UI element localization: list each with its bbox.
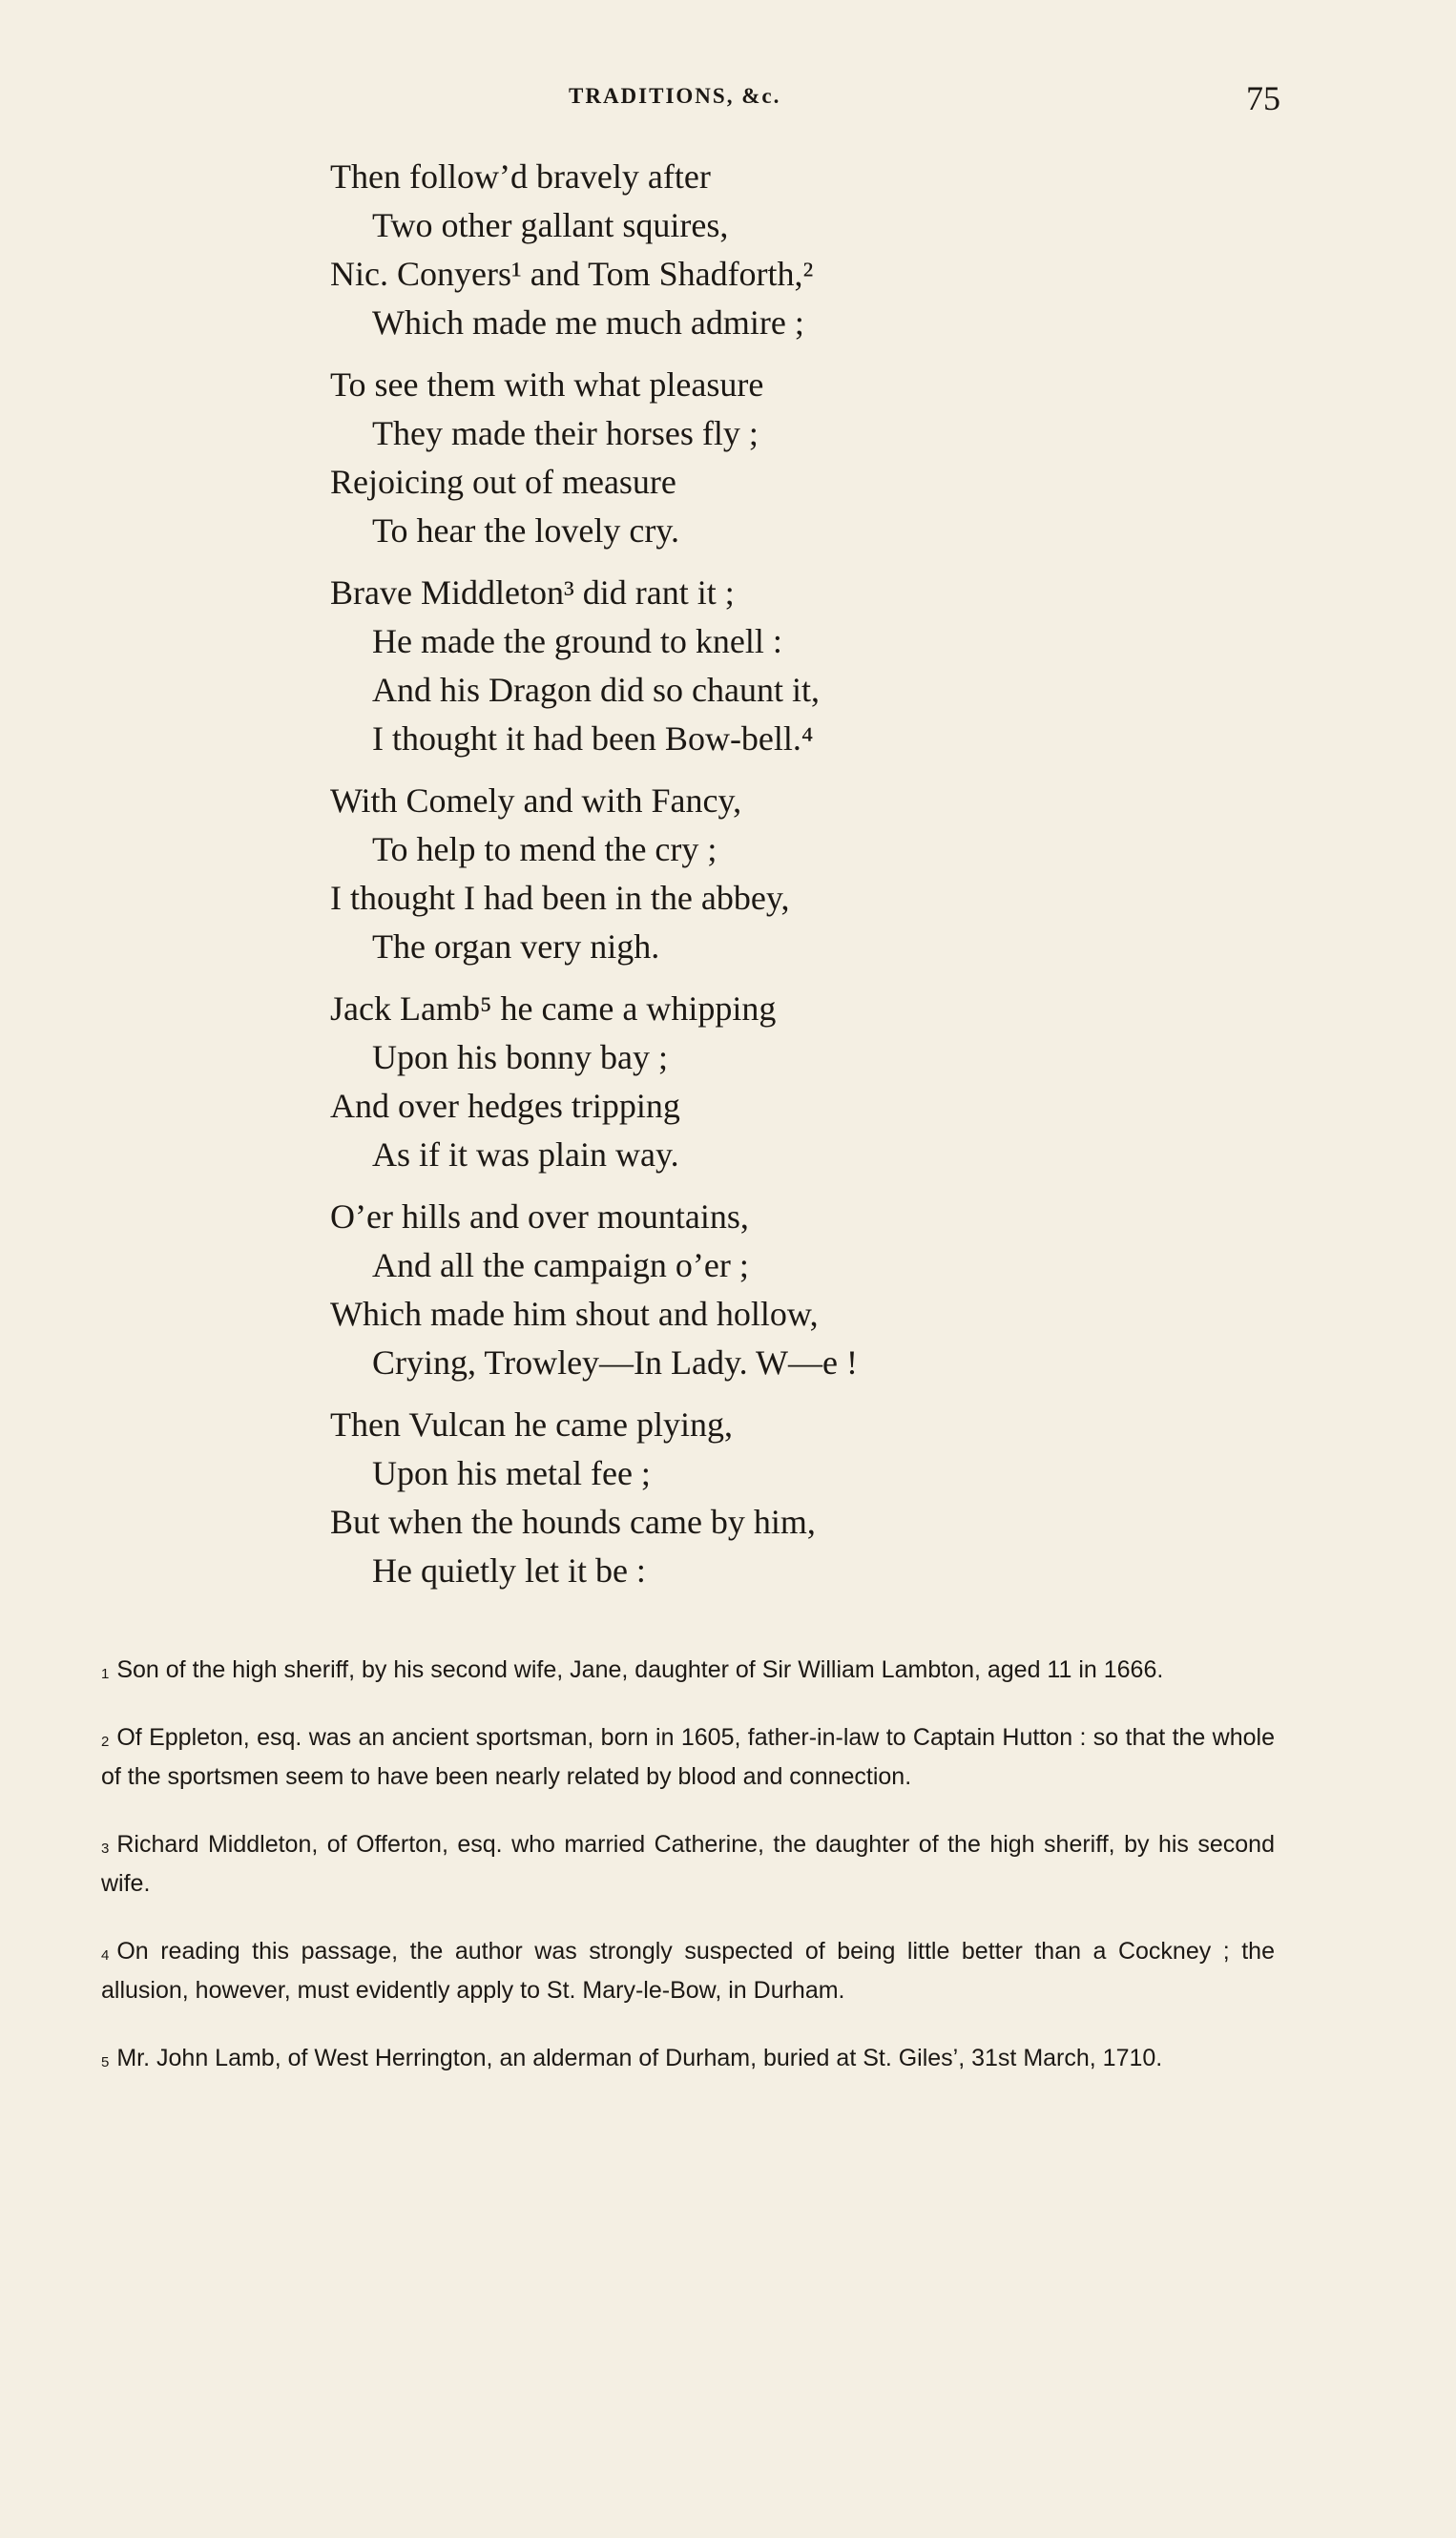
stanza xyxy=(330,985,1189,1179)
running-head: TRADITIONS, &c. xyxy=(569,84,781,108)
poem-line: Jack Lamb⁵ he came a whipping xyxy=(330,989,777,1028)
stanza xyxy=(330,1401,1189,1595)
footnote-text: On reading this passage, the author was strongly suspected of being little better than a Cockney ; the allusion, however, must evidently apply to St. Mary-le-Bow, in Durham. xyxy=(101,1938,1275,2004)
poem-line: And his Dragon did so chaunt it, xyxy=(372,671,820,709)
poem-line: But when the hounds came by him, xyxy=(330,1503,816,1541)
footnote-marker: 2 xyxy=(101,1734,110,1750)
footnote-text: Richard Middleton, of Offerton, esq. who married Catherine, the daughter of the high sheriff, by his second wife. xyxy=(101,1831,1275,1897)
poem xyxy=(330,153,1189,1609)
poem-line: As if it was plain way. xyxy=(372,1135,679,1174)
poem-line: With Comely and with Fancy, xyxy=(330,781,742,820)
poem-line: Nic. Conyers¹ and Tom Shadforth,² xyxy=(330,255,814,293)
poem-line: And over hedges tripping xyxy=(330,1087,680,1125)
footnote-text: Mr. John Lamb, of West Herrington, an alderman of Durham, buried at St. Giles’, 31st March, 1710. xyxy=(116,2045,1163,2071)
poem-line: Which made him shout and hollow, xyxy=(330,1295,819,1333)
poem-line: He quietly let it be : xyxy=(372,1551,646,1590)
footnote xyxy=(82,2039,1275,2078)
stanza xyxy=(330,569,1189,763)
poem-line: The organ very nigh. xyxy=(372,927,660,966)
footnote-marker: 4 xyxy=(101,1947,110,1964)
poem-line: Then Vulcan he came plying, xyxy=(330,1405,734,1444)
poem-line: Then follow’d bravely after xyxy=(330,157,711,196)
footnote xyxy=(82,1932,1275,2010)
footnote-text: Son of the high sheriff, by his second wife, Jane, daughter of Sir William Lambton, aged 11 in 1666. xyxy=(116,1656,1164,1683)
poem-line: To hear the lovely cry. xyxy=(372,511,680,550)
footnote xyxy=(82,1825,1275,1904)
poem-line: To see them with what pleasure xyxy=(330,365,764,404)
poem-line: Upon his metal fee ; xyxy=(372,1454,651,1492)
footnote-marker: 5 xyxy=(101,2054,110,2070)
poem-line: Two other gallant squires, xyxy=(372,206,729,244)
poem-line: They made their horses fly ; xyxy=(372,414,759,452)
stanza xyxy=(330,777,1189,971)
poem-line: I thought I had been in the abbey, xyxy=(330,879,790,917)
poem-line: Upon his bonny bay ; xyxy=(372,1038,668,1076)
poem-line: And all the campaign o’er ; xyxy=(372,1246,749,1284)
footnote xyxy=(82,1651,1275,1690)
stanza xyxy=(330,1193,1189,1387)
footnote-marker: 1 xyxy=(101,1666,110,1682)
footnote xyxy=(82,1718,1275,1797)
poem-line: To help to mend the cry ; xyxy=(372,830,718,868)
page-header xyxy=(0,78,1456,116)
poem-line: Which made me much admire ; xyxy=(372,303,804,342)
poem-line: I thought it had been Bow-bell.⁴ xyxy=(372,719,814,758)
poem-line: Crying, Trowley—In Lady. W—e ! xyxy=(372,1343,858,1382)
stanza xyxy=(330,153,1189,347)
poem-line: O’er hills and over mountains, xyxy=(330,1197,749,1236)
page-number: 75 xyxy=(1246,79,1280,117)
poem-line: Rejoicing out of measure xyxy=(330,463,676,501)
footnote-marker: 3 xyxy=(101,1841,110,1857)
poem-line: He made the ground to knell : xyxy=(372,622,782,660)
stanza xyxy=(330,361,1189,555)
poem-line: Brave Middleton³ did rant it ; xyxy=(330,573,735,612)
footnotes xyxy=(82,1651,1275,2107)
footnote-text: Of Eppleton, esq. was an ancient sportsman, born in 1605, father-in-law to Captain Hutton : so that the whole of the sportsmen seem to have been nearly related by blood and connection. xyxy=(101,1724,1275,1790)
